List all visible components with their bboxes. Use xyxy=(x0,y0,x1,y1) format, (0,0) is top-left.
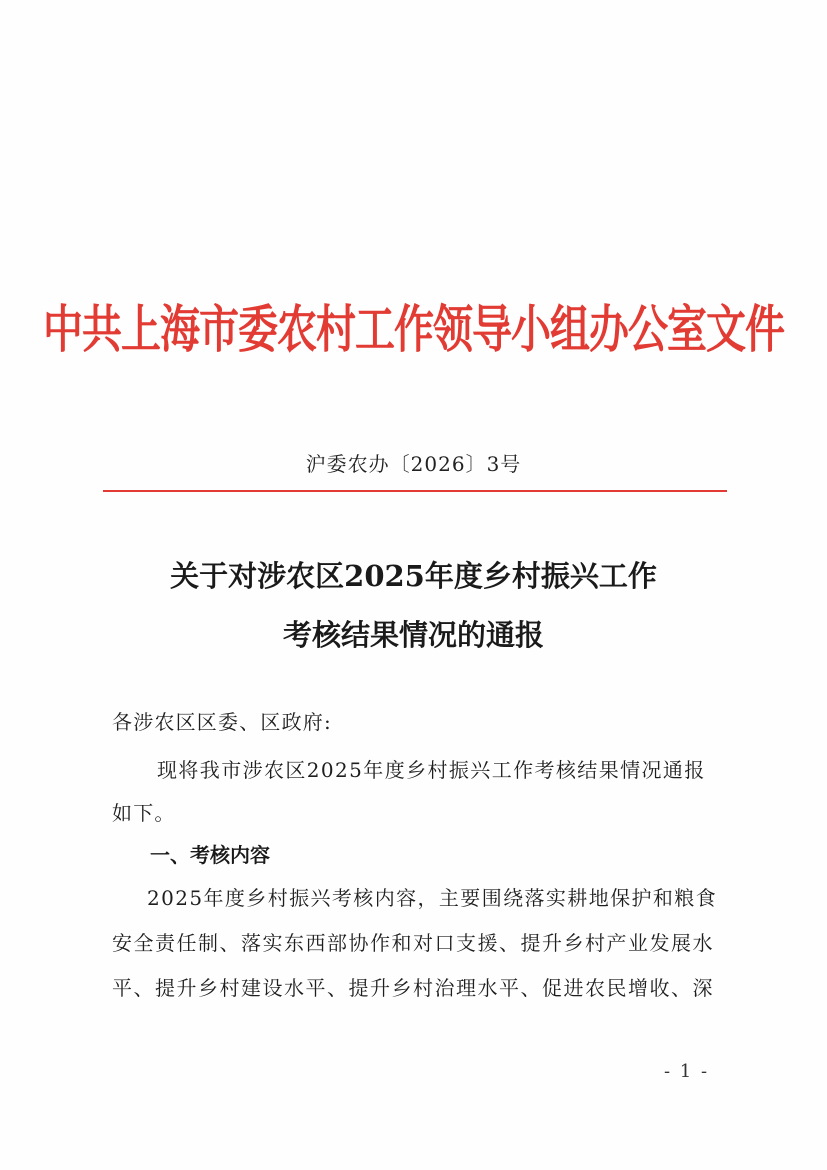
document-number: 沪委农办〔2026〕3号 xyxy=(305,452,522,476)
issuer-header: 中共上海市委农村工作领导小组办公室文件 xyxy=(43,299,784,360)
section-heading-1: 一、考核内容 xyxy=(150,843,270,867)
document-title-line-2: 考核结果情况的通报 xyxy=(282,618,544,652)
paragraph-1-line-2: 如下。 xyxy=(112,801,176,825)
paragraph-1-line-1: 现将我市涉农区2025年度乡村振兴工作考核结果情况通报 xyxy=(157,758,706,782)
paragraph-2-line-2: 安全责任制、落实东西部协作和对口支援、提升乡村产业发展水 xyxy=(112,931,714,955)
paragraph-2-line-3: 平、提升乡村建设水平、提升乡村治理水平、促进农民增收、深 xyxy=(112,976,714,1000)
document-title-line-1: 关于对涉农区2025年度乡村振兴工作 xyxy=(170,559,657,593)
red-separator-line xyxy=(103,490,727,492)
salutation: 各涉农区区委、区政府: xyxy=(112,710,332,734)
paragraph-2-line-1: 2025年度乡村振兴考核内容，主要围绕落实耕地保护和粮食 xyxy=(147,886,718,910)
page-number: - 1 - xyxy=(664,1061,710,1082)
